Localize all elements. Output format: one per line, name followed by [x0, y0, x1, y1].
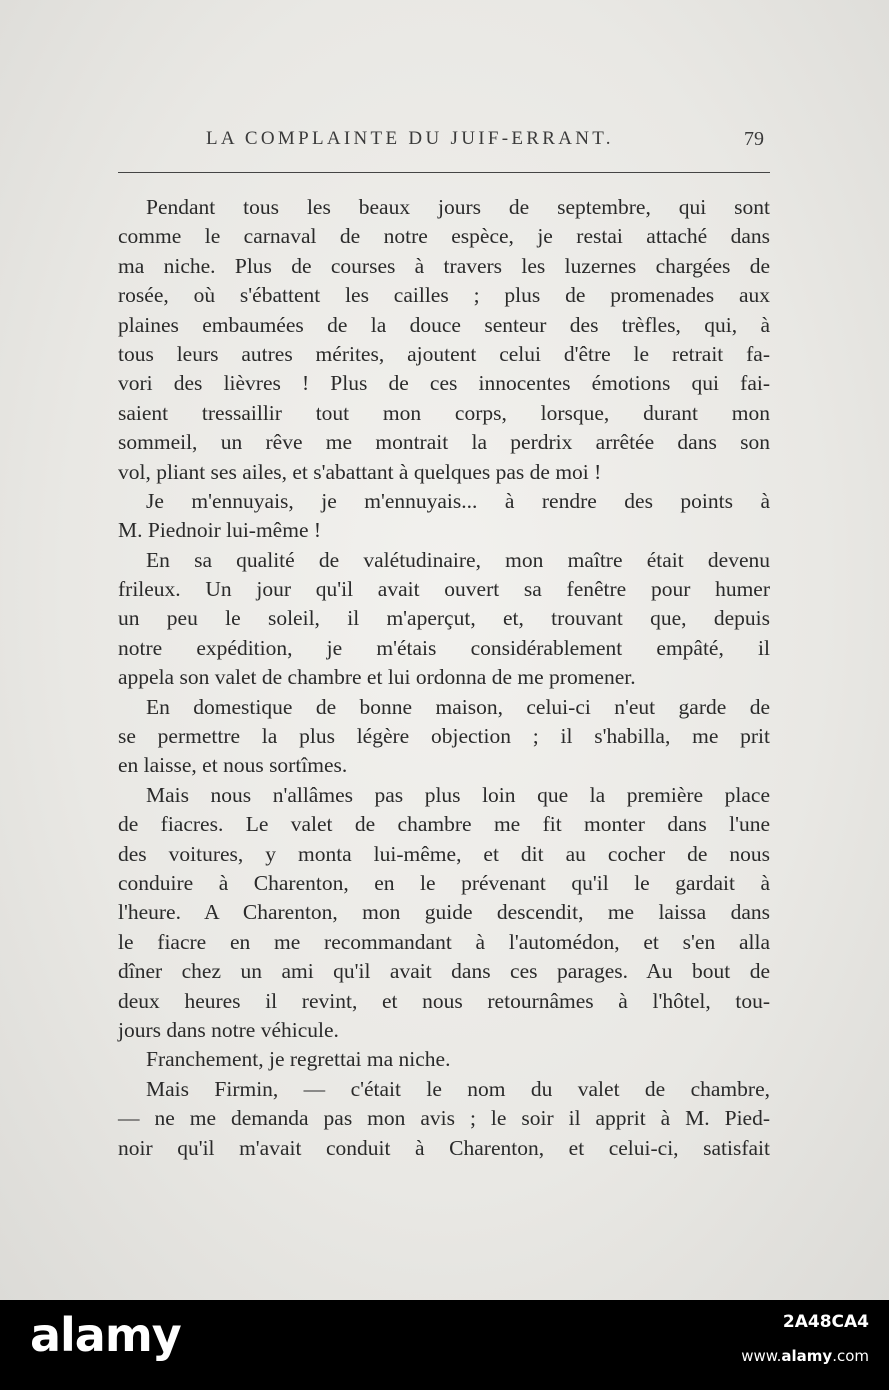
header-rule [118, 172, 770, 173]
text-line: se permettre la plus légère objection ; il s'habilla, me prit [118, 724, 770, 749]
text-line: En sa qualité de valétudinaire, mon maître était devenu [146, 547, 770, 572]
text-line: En domestique de bonne maison, celui-ci n'eut garde de [146, 694, 770, 719]
chapter-title: LA COMPLAINTE DU JUIF-ERRANT. [206, 128, 614, 149]
page-number: 79 [744, 128, 764, 150]
text-line: des voitures, y monta lui-même, et dit au cocher de nous [118, 841, 770, 866]
text-line: notre expédition, je m'étais considérablement empâté, il [118, 635, 770, 660]
text-line: vol, pliant ses ailes, et s'abattant à quelques pas de moi ! [118, 459, 602, 484]
text-line: Pendant tous les beaux jours de septembre, qui sont [146, 195, 770, 219]
text-line: jours dans notre véhicule. [118, 1017, 339, 1042]
text-line: appela son valet de chambre et lui ordonna de me promener. [118, 665, 636, 690]
text-line: saient tressaillir tout mon corps, lorsque, durant mon [118, 400, 770, 425]
text-line: un peu le soleil, il m'aperçut, et, trouvant que, depuis [118, 606, 770, 631]
text-line: Je m'ennuyais, je m'ennuyais... à rendre des points à [146, 488, 770, 513]
url-prefix: www. [741, 1347, 782, 1365]
text-line: Mais nous n'allâmes pas plus loin que la première place [146, 782, 770, 807]
text-line: le fiacre en me recommandant à l'automédon, et s'en alla [118, 929, 770, 954]
text-line: comme le carnaval de notre espèce, je restai attaché dans [118, 224, 770, 249]
text-line: frileux. Un jour qu'il avait ouvert sa fenêtre pour humer [118, 577, 770, 602]
text-line: dîner chez un ami qu'il avait dans ces parages. Au bout de [118, 959, 770, 984]
text-line: noir qu'il m'avait conduit à Charenton, et celui-ci, satisfait [118, 1135, 770, 1160]
body-text [118, 193, 770, 1163]
text-line: sommeil, un rêve me montrait la perdrix arrêtée dans son [118, 430, 770, 455]
running-header [118, 128, 770, 154]
footer-url [741, 1347, 869, 1365]
text-line: de fiacres. Le valet de chambre me fit monter dans l'une [118, 812, 770, 837]
text-line: Franchement, je regrettai ma niche. [146, 1047, 451, 1072]
text-line: M. Piednoir lui-même ! [118, 518, 322, 543]
text-line: — ne me demanda pas mon avis ; le soir il apprit à M. Pied- [118, 1106, 770, 1131]
text-line: en laisse, et nous sortîmes. [118, 753, 348, 778]
text-line: vori des lièvres ! Plus de ces innocentes émotions qui fai- [118, 371, 770, 396]
text-line: deux heures il revint, et nous retournâmes à l'hôtel, tou- [118, 988, 770, 1013]
text-line: tous leurs autres mérites, ajoutent celui d'être le retrait fa- [118, 341, 770, 366]
text-line: l'heure. A Charenton, mon guide descendit, me laissa dans [118, 900, 770, 925]
text-line: conduire à Charenton, en le prévenant qu'il le gardait à [118, 870, 770, 895]
url-suffix: .com [832, 1347, 869, 1365]
text-line: ma niche. Plus de courses à travers les luzernes chargées de [118, 253, 770, 278]
text-line: plaines embaumées de la douce senteur des trèfles, qui, à [118, 312, 770, 337]
url-brand: alamy [781, 1347, 833, 1365]
text-line: rosée, où s'ébattent les cailles ; plus de promenades aux [118, 283, 770, 308]
text-line: Mais Firmin, — c'était le nom du valet de chambre, [146, 1076, 770, 1101]
alamy-logo: alamy [30, 1308, 181, 1362]
image-id: 2A48CA4 [782, 1312, 869, 1332]
